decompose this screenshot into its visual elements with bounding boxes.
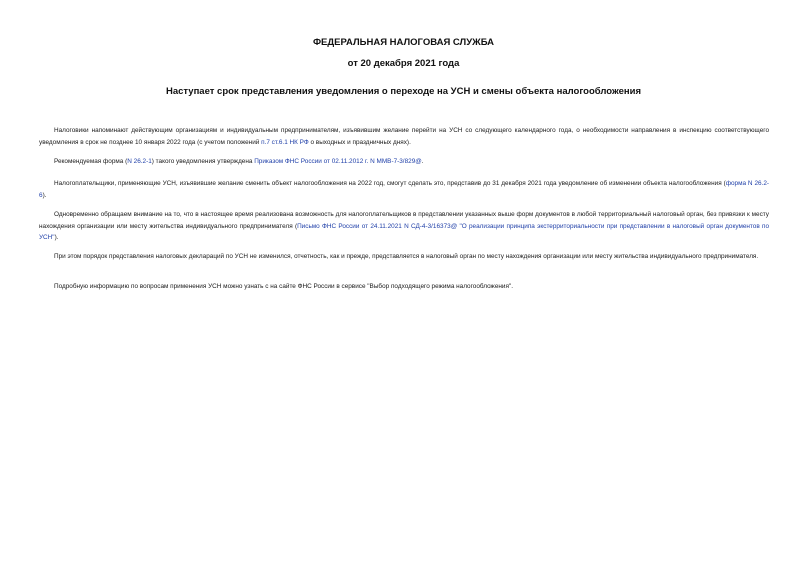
paragraph-text: о выходных и праздничных днях).	[308, 138, 411, 146]
link-fns-order[interactable]: Приказом ФНС России от 02.11.2012 г. N ММВ-7-3/829@	[254, 158, 422, 165]
paragraph-more-info	[39, 281, 769, 293]
paragraph-text: .	[421, 158, 424, 165]
paragraph-text: ).	[54, 234, 59, 241]
paragraph-usn-transition-notice	[39, 125, 769, 148]
paragraph-text: Налоговики напоминают действующим организациям и индивидуальным предпринимателям, изъявившим желание перейти на УСН со следующего календарного года, о необходимости направления в инспекцию соответствующего уведомления в срок не позднее 10 января 2022 года (с учетом положений	[39, 127, 769, 146]
paragraph-text: ) такого уведомления утверждена	[151, 158, 255, 165]
paragraph-change-tax-object	[39, 178, 769, 201]
document-title: Наступает срок представления уведомления о переходе на УСН и смены объекта налогообложения	[165, 86, 642, 97]
paragraph-text: Налогоплательщики, применяющие УСН, изъявившие желание сменить объект налогообложения на 2022 год, смогут сделать это, представив до 31 декабря 2021 года уведомление об изменении объекта налогообложения (	[54, 180, 726, 187]
paragraph-text: ).	[42, 191, 47, 199]
link-form-26-2-6[interactable]: форма N 26.2-6	[39, 180, 770, 199]
paragraph-recommended-form	[39, 156, 769, 168]
document-date: от 20 декабря 2021 года	[347, 58, 460, 69]
paragraph-text: Одновременно обращаем внимание на то, что в настоящее время реализована возможность для налогоплательщиков в представлении указанных выше форм документов в любой территориальный налоговый орган, без привязки к месту нахождения организации или месту жительства индивидуального предпринимателя (	[39, 211, 769, 230]
link-fns-letter[interactable]: Письмо ФНС России от 24.11.2021 N СД-4-3/16373@ "О реализации принципа экстерриториальности при представлении в налоговый орган документов по УСН"	[39, 222, 770, 241]
paragraph-text: Подробную информацию по вопросам применения УСН можно узнать с на сайте ФНС России в сервисе "Выбор подходящего режима налогообложения".	[54, 283, 513, 290]
paragraph-declaration-procedure	[39, 251, 769, 263]
agency-name: ФЕДЕРАЛЬНАЯ НАЛОГОВАЯ СЛУЖБА	[312, 37, 495, 48]
paragraph-text: Рекомендуемая форма (	[54, 158, 128, 165]
link-form-26-2-1[interactable]: N 26.2-1	[127, 158, 152, 165]
paragraph-extraterritoriality	[39, 209, 769, 244]
paragraph-text: При этом порядок представления налоговых деклараций по УСН не изменился, отчетность, как и прежде, представляется в налоговый орган по месту нахождения организации или месту жительства индивидуального предпринимателя.	[54, 253, 759, 260]
link-nk-rf-article[interactable]: п.7 ст.6.1 НК РФ	[261, 138, 309, 146]
